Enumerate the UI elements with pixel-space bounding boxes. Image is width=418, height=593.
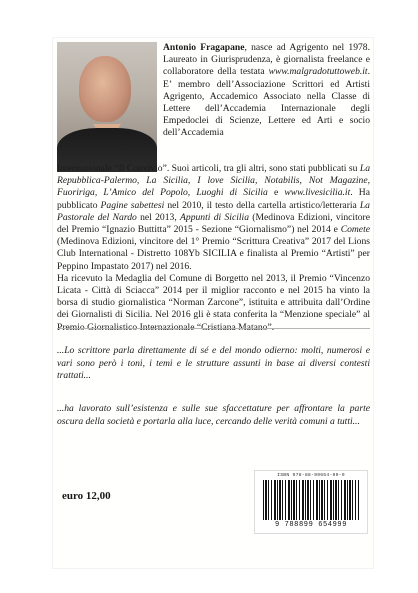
author-photo [57,42,157,172]
bio-text: (Medinova Edizioni, vincitore del Premio “Ignazio Buttitta” 2015 - Sezione “Giornalismo”) nel 2014 e [57,211,371,236]
bio-text: nel 2010, il testo della cartella artistico/letteraria [164,199,360,211]
bio-text: Internazionale “Il Convivio”. Suoi articoli, tra gli altri, sono stati pubblicati su [57,163,360,174]
barcode-bars-icon [263,480,359,520]
review-quote: ...ha lavorato sull’esistenza e sulle sue sfaccettature per affrontare la parte oscura della società e portarla alla luce, cercando delle verità comuni a tutti... [57,403,370,427]
review-quote: ...Lo scrittore parla direttamente di sé e del mondo odierno: molti, numerosi e vari sono però i toni, i temi e le strutture assunti in base ai diversi contesti trattati... [57,345,370,382]
author-bio-top [163,42,370,140]
price-label: euro 12,00 [62,490,111,502]
isbn-barcode [254,470,368,534]
book-title: Comete [340,224,370,236]
barcode-digits: 9 788899 654999 [274,521,347,529]
book-title: Pagine sabettesi [100,199,165,211]
book-title: La Pastorale del Nardo [57,199,370,223]
author-head [79,56,131,122]
section-divider [57,328,370,329]
bio-text: . E’ membro dell’Associazione Scrittori ed Artisti Agrigento, Accademico Associato nella Classe di Lettere dell’Accademia Internazionale degli Empedoclei di Scienze, Lettere ed Arti e socio dell’Accademia [163,66,370,139]
author-bio-rest [57,163,370,334]
bio-text: (Medinova Edizioni, vincitore del 1° Premio “Scrittura Creativa” 2017 del Lions Club International - Distretto 108Yb SICILIA e finalista al Premio “Artisti” per Peppino Impastato 2017) nel 2016. [57,236,370,272]
bio-text: e [267,187,285,199]
bio-text: , nasce ad Agrigento nel 1978. Laureato in Giurisprudenza, è giornalista freelance e collaboratore della testata [163,42,370,78]
bio-text: . Ha pubblicato [57,187,370,211]
bio-publications: La Repubblica-Palermo, La Sicilia, I love Sicilia, Notabilis, Not Magazine, Fuoririga, L’Amico del Popolo, Luoghi di Sicilia [57,163,370,199]
bio-text: nel 2013, [136,211,181,223]
bio-publications-web: www.livesicilia.it [284,187,351,199]
author-name: Antonio Fragapane [163,42,245,53]
isbn-text: ISBN 978-88-99654-99-9 [277,473,345,478]
bio-awards: Ha ricevuto la Medaglia del Comune di Borgetto nel 2013, il Premio “Vincenzo Licata - Città di Sciacca” 2014 per il miglior racconto e nel 2015 ha vinto la borsa di studio giornalistica “Norman Zarcone”, istituita e attribuita dall’Ordine dei Giornalisti di Sicilia. Nel 2016 gli è stata conferita la “Menzione speciale” al Premio Giornalistico Internazionale “Cristiana Matano”. [57,272,370,333]
book-title: Appunti di Sicilia [180,211,249,223]
bio-website: www.malgradotuttoweb.it [268,66,368,78]
